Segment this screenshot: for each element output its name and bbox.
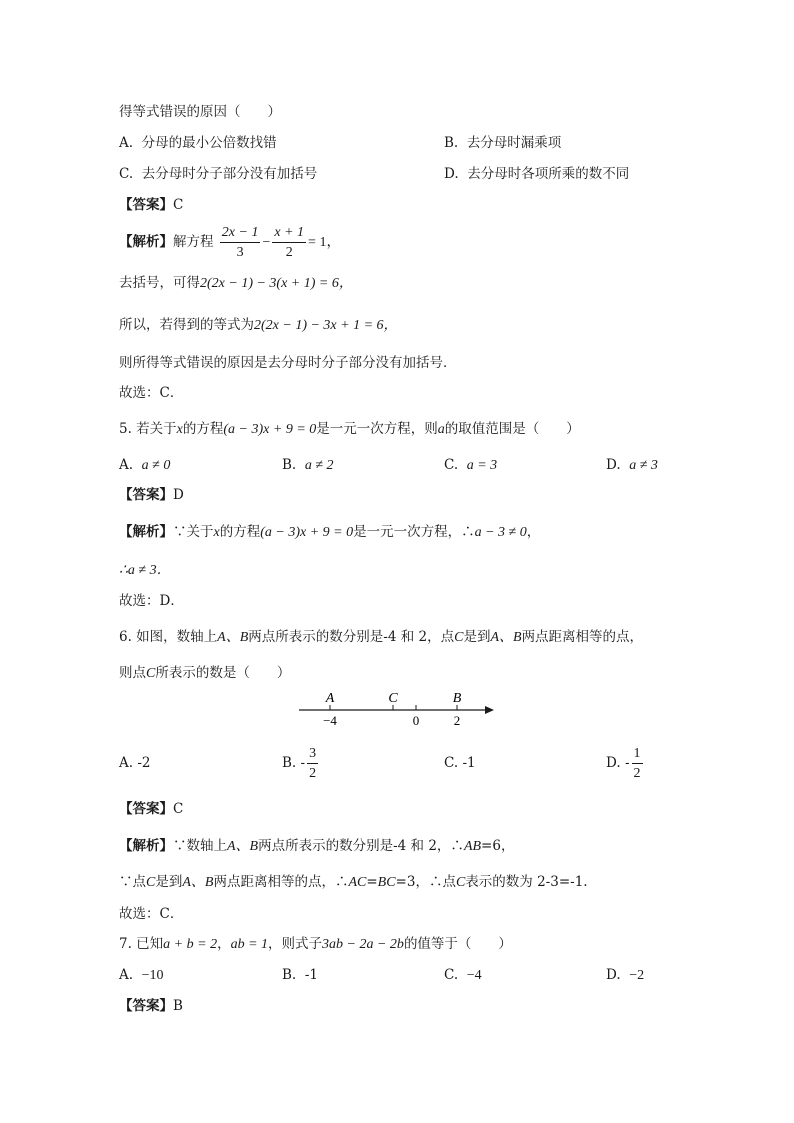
- q5-final: 故选：D．: [119, 593, 184, 609]
- q6-option-a: A. -2: [119, 755, 151, 771]
- q4-option-c: C. 去分母时分子部分没有加括号: [119, 166, 318, 182]
- q6-option-d: D. - $\frac{1}{2}$: [606, 745, 641, 781]
- q7-option-b: B. -1: [282, 967, 318, 983]
- q6-analysis-line-2: ∵点C是到A、B两点距离相等的点，∴AC=BC=3，∴点C表示的数为 2-3=-1.: [119, 874, 588, 890]
- q5-analysis: 【解析】∵关于x的方程(a − 3)x + 9 = 0是一元一次方程，∴a − 3 ≠ 0，: [119, 524, 541, 540]
- q4-final: 故选：C．: [119, 385, 184, 401]
- q4-option-d: D. 去分母时各项所乘的数不同: [444, 166, 630, 182]
- q6-stem-line-2: 则点C所表示的数是（ ）: [119, 665, 291, 681]
- tick-label-a: −4: [323, 713, 337, 728]
- q5-option-d: D. a ≠ 3: [606, 457, 658, 473]
- q5-stem: 5. 若关于x的方程(a − 3)x + 9 = 0是一元一次方程，则a的取值范围是（ ）: [119, 421, 580, 437]
- q4-step-1: 去括号，可得2(2x − 1) − 3(x + 1) = 6，: [119, 275, 353, 291]
- q5-analysis-line-2: ∴a ≠ 3．: [119, 563, 171, 578]
- tick-label-zero: 0: [412, 713, 420, 728]
- q6-option-b: B. - $\frac{3}{2}$: [282, 745, 317, 781]
- q4-option-a: A. 分母的最小公倍数找错: [119, 135, 277, 151]
- q5-option-a: A. a ≠ 0: [119, 457, 171, 473]
- q6-option-c: C. -1: [444, 755, 476, 771]
- point-label-b: B: [452, 691, 462, 706]
- q7-option-d: D. −2: [606, 967, 645, 983]
- q5-option-c: C. a = 3: [444, 457, 498, 473]
- q4-fraction-1: $\frac{2x - 1}{3}$: [221, 224, 259, 260]
- q4-answer: 【答案】C: [119, 197, 184, 213]
- q6-final: 故选：C．: [119, 906, 184, 922]
- q4-option-b: B. 去分母时漏乘项: [444, 135, 562, 151]
- point-label-c: C: [388, 691, 398, 706]
- q7-option-a: A. −10: [119, 967, 164, 983]
- axis-arrow-icon: [485, 706, 494, 714]
- q5-option-b: B. a ≠ 2: [282, 457, 334, 473]
- q6-analysis: 【解析】∵数轴上A、B两点所表示的数分别是-4 和 2，∴AB=6，: [119, 838, 515, 854]
- q6-answer: 【答案】C: [119, 801, 184, 817]
- tick-label-b: 2: [453, 713, 461, 728]
- q4-step-2: 所以，若得到的等式为2(2x − 1) − 3x + 1 = 6，: [119, 317, 398, 333]
- q7-stem: 7. 已知a + b = 2，ab = 1，则式子3ab − 2a − 2b的值等于（ ）: [119, 936, 512, 952]
- q4-stem: 得等式错误的原因（ ）: [119, 104, 281, 120]
- q4-analysis: 【解析】解方程 $\frac{2x - 1}{3}$ − $\frac{x + 1}{2}$ = 1，: [119, 224, 341, 260]
- q7-option-c: C. −4: [444, 967, 482, 983]
- q4-fraction-2: $\frac{x + 1}{2}$: [274, 224, 305, 260]
- q7-answer: 【答案】B: [119, 998, 183, 1014]
- q6-stem-line-1: 6. 如图，数轴上A、B两点所表示的数分别是-4 和 2，点C是到A、B两点距离相等的点，: [119, 629, 644, 645]
- point-label-a: A: [325, 691, 335, 706]
- q5-answer: 【答案】D: [119, 487, 184, 503]
- q4-conclusion: 则所得等式错误的原因是去分母时分子部分没有加括号．: [119, 355, 457, 371]
